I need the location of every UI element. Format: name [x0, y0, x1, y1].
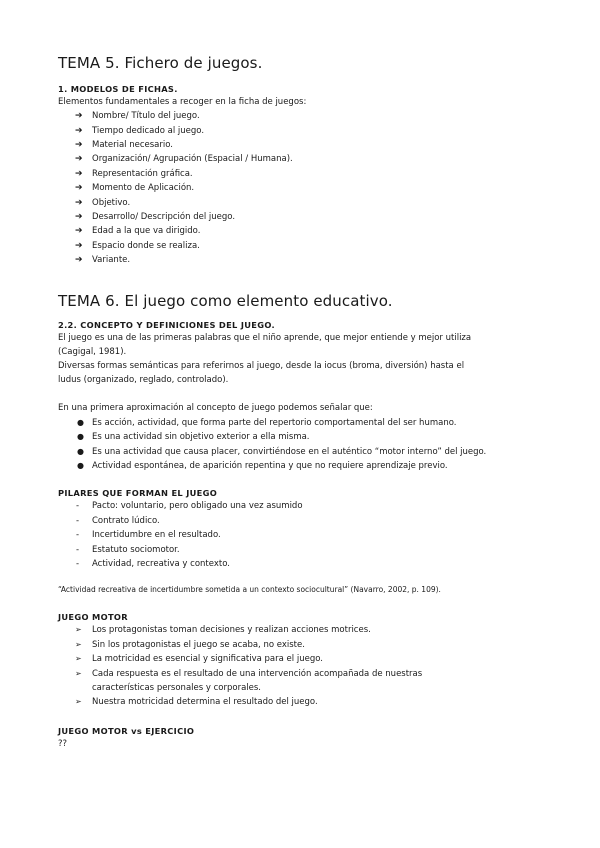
arrow-icon: ➔ — [75, 154, 83, 165]
list-item: ➔ Objetivo. — [58, 196, 548, 210]
list-item: ➔ Espacio donde se realiza. — [58, 239, 548, 253]
concepto-list — [58, 416, 548, 474]
paragraph-line: ludus (organizado, reglado, controlado). — [58, 375, 229, 386]
list-item: ➔ Tiempo dedicado al juego. — [58, 124, 548, 138]
tema5-title: TEMA 5. Fichero de juegos. — [58, 54, 263, 72]
triangle-arrow-icon: ➢ — [75, 654, 82, 664]
bullet-icon: ● — [77, 460, 84, 470]
arrow-icon: ➔ — [75, 125, 83, 136]
list-item: ➢ Nuestra motricidad determina el resultado del juego. — [58, 695, 548, 709]
document-page — [58, 54, 548, 751]
triangle-arrow-icon: ➢ — [75, 625, 82, 635]
tema6-title: TEMA 6. El juego como elemento educativo. — [58, 291, 393, 310]
pilares-title: PILARES QUE FORMAN EL JUEGO — [58, 488, 218, 499]
pilares-list — [58, 499, 548, 571]
dash-icon: - — [76, 515, 80, 526]
list-item: ➔ Edad a la que va dirigido. — [58, 224, 548, 238]
tema5-section-title: 1. MODELOS DE FICHAS. — [58, 84, 178, 94]
list-item: ➢ Sin los protagonistas el juego se acaba, no existe. — [58, 638, 548, 652]
dash-icon: - — [76, 544, 80, 555]
list-item: - Incertidumbre en el resultado. — [58, 528, 548, 542]
list-item: ➢ La motricidad es esencial y significativa para el juego. — [58, 652, 548, 666]
tema6-section-title: 2.2. CONCEPTO Y DEFINICIONES DEL JUEGO. — [58, 319, 275, 330]
triangle-arrow-icon: ➢ — [75, 639, 82, 649]
arrow-icon: ➔ — [75, 111, 83, 122]
list-item: ● Es una actividad que causa placer, convirtiéndose en el auténtico “motor interno” del juego. — [58, 445, 548, 459]
bullet-icon: ● — [77, 432, 84, 442]
paragraph-line: Diversas formas semánticas para referirnos al juego, desde la iocus (broma, diversión) hasta el — [58, 361, 465, 372]
paragraph-line: (Cagigal, 1981). — [58, 346, 127, 357]
list-item: ➔ Material necesario. — [58, 138, 548, 152]
fichas-list — [58, 109, 548, 267]
arrow-icon: ➔ — [75, 168, 83, 179]
list-item: ➢ Cada respuesta es el resultado de una intervención acompañada de nuestras características personales y corporales. — [75, 668, 423, 693]
arrow-icon: ➔ — [75, 140, 83, 151]
dash-icon: - — [76, 558, 80, 569]
bullet-icon: ● — [77, 446, 84, 456]
arrow-icon: ➔ — [75, 197, 83, 208]
list-item: ➔ Variante. — [58, 253, 548, 267]
triangle-arrow-icon: ➢ — [75, 697, 82, 707]
juego-motor-title: JUEGO MOTOR — [58, 612, 128, 623]
list-item: ➔ Desarrollo/ Descripción del juego. — [58, 210, 548, 224]
juego-motor-list — [58, 623, 548, 709]
bullet-icon: ● — [77, 417, 84, 427]
dash-icon: - — [76, 530, 80, 541]
arrow-icon: ➔ — [75, 226, 83, 237]
list-item: ➔ Nombre/ Título del juego. — [58, 109, 548, 123]
list-item: - Pacto: voluntario, pero obligado una vez asumido — [58, 499, 548, 513]
list-item: ● Es una actividad sin objetivo exterior a ella misma. — [58, 430, 548, 444]
vs-text: ?? — [58, 738, 68, 749]
dash-icon: - — [76, 501, 80, 512]
list-item: ➔ Momento de Aplicación. — [58, 181, 548, 195]
list-item: ➔ Organización/ Agrupación (Espacial / Humana). — [58, 152, 548, 166]
arrow-icon: ➔ — [75, 212, 83, 223]
triangle-arrow-icon: ➢ — [75, 668, 82, 678]
paragraph-line: El juego es una de las primeras palabras que el niño aprende, que mejor entiende y mejor utiliza — [58, 332, 472, 343]
list-item: - Contrato lúdico. — [58, 514, 548, 528]
list-item: ➢ Los protagonistas toman decisiones y realizan acciones motrices. — [58, 623, 548, 637]
arrow-icon: ➔ — [75, 240, 83, 251]
arrow-icon: ➔ — [75, 255, 83, 266]
list-item: ● Es acción, actividad, que forma parte del repertorio comportamental del ser humano. — [58, 416, 548, 430]
quote: “Actividad recreativa de incertidumbre sometida a un contexto sociocultural” (Navarro, 2002, p. 109). — [58, 585, 441, 595]
list-item: - Estatuto sociomotor. — [58, 543, 548, 557]
list-item: ● Actividad espontánea, de aparición repentina y que no requiere aprendizaje previo. — [58, 459, 548, 473]
list-item: ➔ Representación gráfica. — [58, 167, 548, 181]
tema5-intro: Elementos fundamentales a recoger en la ficha de juegos: — [58, 97, 307, 107]
arrow-icon: ➔ — [75, 183, 83, 194]
paragraph-line: En una primera aproximación al concepto de juego podemos señalar que: — [58, 403, 373, 414]
list-item: - Actividad, recreativa y contexto. — [58, 557, 548, 571]
juego-motor-vs-ejercicio-title: JUEGO MOTOR vs EJERCICIO — [58, 725, 195, 736]
